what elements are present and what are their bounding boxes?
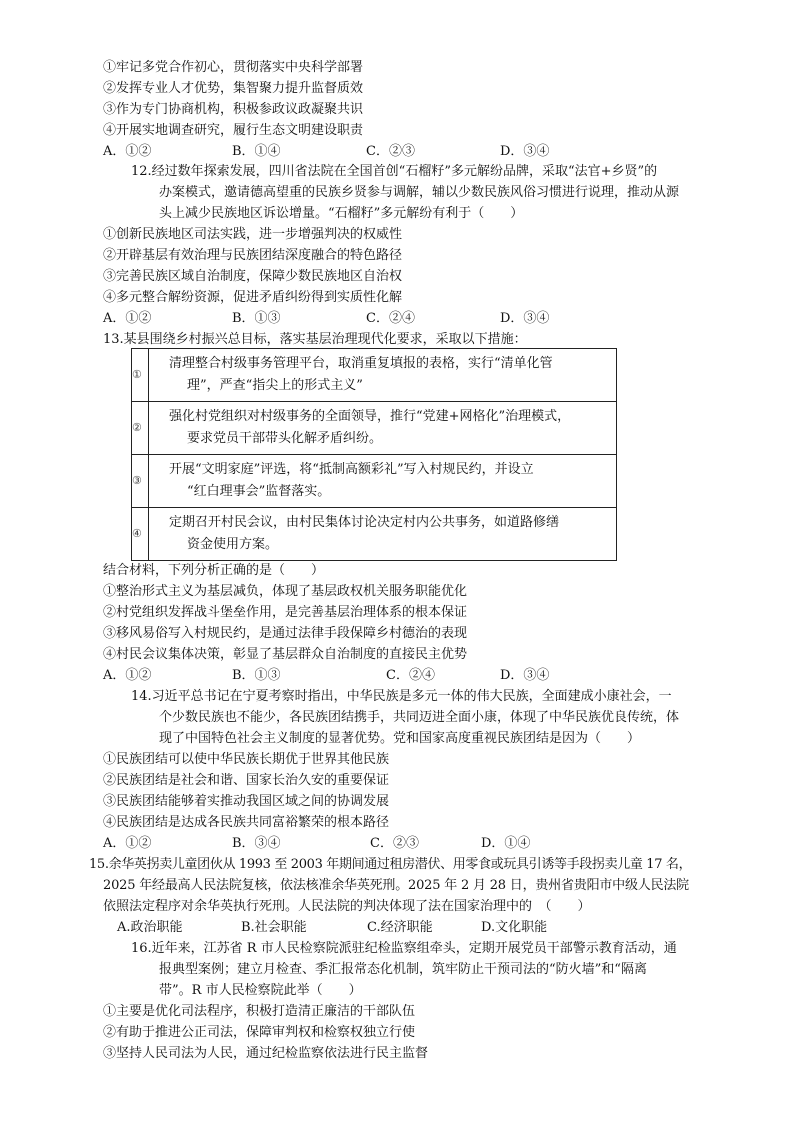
q12-stem-line-2: 办案模式，邀请德高望重的民族乡贤参与调解，辅以少数民族风俗习惯进行说理，推动从源 (159, 185, 680, 200)
row-text-line-2: 资金使用方案。 (187, 537, 279, 552)
choice-a[interactable]: A.政治职能 (117, 920, 183, 935)
row-text-line-2: “红白理事会”监督落实。 (187, 484, 331, 499)
q13-option-1: ①整治形式主义为基层减负，体现了基层政权机关服务职能优化 (103, 584, 468, 599)
choice-c[interactable]: C.经济职能 (367, 920, 433, 935)
q11-option-3: ③作为专门协商机构，积极参政议政凝聚共识 (103, 102, 364, 117)
choice-d[interactable]: D．①④ (481, 836, 531, 851)
q13-option-3: ③移风易俗写入村规民约，是通过法律手段保障乡村德治的表现 (103, 626, 468, 641)
q12-option-2: ②开辟基层有效治理与民族团结深度融合的特色路径 (103, 248, 403, 263)
choice-a[interactable]: A．①② (103, 668, 152, 683)
row-text-line-1: 清理整合村级事务管理平台，取消重复填报的表格，实行“清单化管 (169, 356, 553, 371)
q13-measures-table (131, 348, 617, 561)
row-text-line-2: 理”，严查“指尖上的形式主义” (187, 378, 363, 393)
row-number: ③ (132, 455, 149, 508)
q14-stem-line-2: 个少数民族也不能少，各民族团结携手，共同迈进全面小康，体现了中华民族优良传统，体 (159, 710, 680, 725)
q15-stem-line-2: 2025 年经最高人民法院复核，依法核准余华英死刑。2025 年 2 月 28 日，贵州省贵阳市中级人民法院 (103, 878, 689, 893)
choice-d[interactable]: D．③④ (500, 144, 550, 159)
choice-d[interactable]: D．③④ (500, 311, 550, 326)
choice-a[interactable]: A．①② (103, 144, 152, 159)
q14-option-2: ②民族团结是社会和谐、国家长治久安的重要保证 (103, 773, 390, 788)
row-text-line-1: 强化村党组织对村级事务的全面领导，推行“党建+网格化”治理模式， (169, 409, 571, 424)
q16-option-2: ②有助于推进公正司法，保障审判权和检察权独立行使 (103, 1025, 416, 1040)
q16-option-1: ①主要是优化司法程序，积极打造清正廉洁的干部队伍 (103, 1004, 416, 1019)
choice-b[interactable]: B．①③ (232, 668, 281, 683)
q12-stem-line-1: 12.经过数年探索发展，四川省法院在全国首创“石榴籽”多元解纷品牌，采取“法官+乡贤”的 (131, 164, 658, 179)
q16-option-3: ③坚持人民司法为人民，通过纪检监察依法进行民主监督 (103, 1046, 429, 1061)
q14-option-3: ③民族团结能够着实推动我国区域之间的协调发展 (103, 794, 390, 809)
table-row (132, 402, 617, 455)
choice-c[interactable]: C．②④ (366, 311, 415, 326)
q16-stem-line-3: 带”。R 市人民检察院此举（ ） (159, 983, 362, 998)
row-text-line-1: 开展“文明家庭”评选，将“抵制高额彩礼”写入村规民约，并设立 (169, 462, 534, 477)
q13-stem: 13.某县围绕乡村振兴总目标，落实基层治理现代化要求，采取以下措施： (103, 332, 527, 347)
q11-option-4: ④开展实地调查研究，履行生态文明建设职责 (103, 123, 364, 138)
q16-stem-line-2: 报典型案例；建立月检查、季汇报常态化机制，筑牢防止干预司法的“防火墙”和“隔离 (159, 962, 647, 977)
choice-a[interactable]: A．①② (103, 311, 152, 326)
q14-stem-line-1: 14.习近平总书记在宁夏考察时指出，中华民族是多元一体的伟大民族，全面建成小康社会，一 (131, 689, 672, 704)
q12-stem-line-3: 头上减少民族地区诉讼增量。“石榴籽”多元解纷有利于（ ） (159, 206, 524, 221)
q16-stem-line-1: 16.近年来，江苏省 R 市人民检察院派驻纪检监察组牵头，定期开展党员干部警示教育活动，通 (131, 941, 677, 956)
q12-option-1: ①创新民族地区司法实践，进一步增强判决的权威性 (103, 227, 403, 242)
choice-c[interactable]: C．②③ (366, 144, 415, 159)
q13-option-2: ②村党组织发挥战斗堡垒作用，是完善基层治理体系的根本保证 (103, 605, 468, 620)
choice-b[interactable]: B．①③ (232, 311, 281, 326)
choice-c[interactable]: C．②③ (370, 836, 419, 851)
row-number: ② (132, 402, 149, 455)
choice-b[interactable]: B．③④ (232, 836, 281, 851)
q13-option-4: ④村民会议集体决策，彰显了基层群众自治制度的直接民主优势 (103, 647, 468, 662)
q15-stem-line-1: 15.余华英拐卖儿童团伙从 1993 至 2003 年期间通过租房潜伏、用零食或玩具引诱等手段拐卖儿童 17 名， (89, 857, 692, 872)
choice-b[interactable]: B．①④ (232, 144, 281, 159)
q15-stem-line-3: 依照法定程序对余华英执行死刑。人民法院的判决体现了法在国家治理中的 （ ） (103, 899, 591, 914)
choice-d[interactable]: D．③④ (500, 668, 550, 683)
q12-option-3: ③完善民族区域自治制度，保障少数民族地区自治权 (103, 269, 403, 284)
q14-option-1: ①民族团结可以使中华民族长期优于世界其他民族 (103, 752, 390, 767)
q11-option-2: ②发挥专业人才优势，集智聚力提升监督质效 (103, 81, 364, 96)
q13-question: 结合材料，下列分析正确的是（ ） (103, 563, 325, 578)
q14-option-4: ④民族团结是达成各民族共同富裕繁荣的根本路径 (103, 815, 390, 830)
choice-a[interactable]: A．①② (103, 836, 152, 851)
table-row (132, 455, 617, 508)
table-row (132, 349, 617, 402)
row-number: ① (132, 349, 149, 402)
choice-d[interactable]: D.文化职能 (481, 920, 548, 935)
q12-option-4: ④多元整合解纷资源，促进矛盾纠纷得到实质性化解 (103, 290, 403, 305)
q11-option-1: ①牢记多党合作初心，贯彻落实中央科学部署 (103, 60, 364, 75)
row-text-line-2: 要求党员干部带头化解矛盾纠纷。 (187, 431, 383, 446)
choice-b[interactable]: B.社会职能 (241, 920, 307, 935)
row-text-line-1: 定期召开村民会议，由村民集体讨论决定村内公共事务，如道路修缮 (169, 515, 560, 530)
choice-c[interactable]: C．②④ (386, 668, 435, 683)
q14-stem-line-3: 现了中国特色社会主义制度的显著优势。党和国家高度重视民族团结是因为（ ） (159, 731, 641, 746)
row-number: ④ (132, 508, 149, 561)
table-row (132, 508, 617, 561)
